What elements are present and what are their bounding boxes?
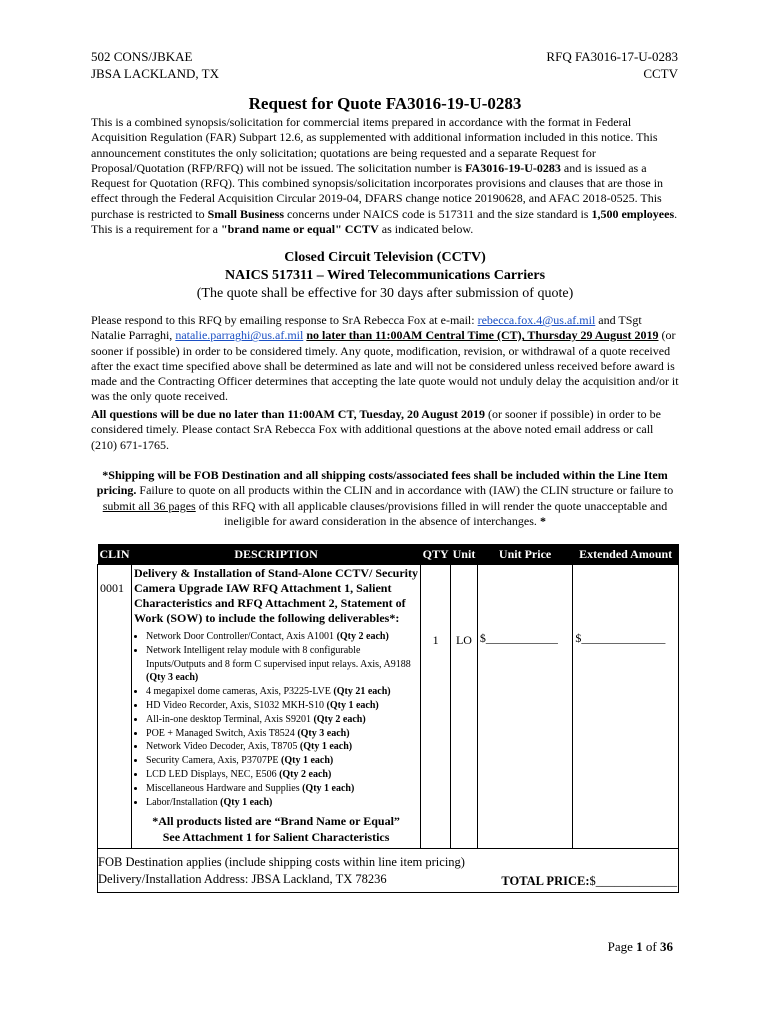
- brand-name-note-line2: See Attachment 1 for Salient Characteristics: [162, 829, 390, 844]
- shipping-text-1: Failure to quote on all products within the CLIN and in accordance with (IAW) the CLIN structure or failure to: [136, 483, 674, 498]
- respond-text-1: Please respond to this RFQ by emailing response to SrA Rebecca Fox at e-mail:: [91, 313, 478, 327]
- qty-value: 1: [421, 565, 451, 849]
- list-item: • Network Door Controller/Contact, Axis A1001 (Qty 2 each): [146, 630, 418, 644]
- questions-deadline: All questions will be due no later than 11:00AM CT, Tuesday, 20 August 2019: [91, 407, 485, 421]
- shipping-bold: *Shipping will be FOB Destination and all shipping costs/associated fees shall be included within the Line Item pricing.: [96, 468, 668, 498]
- unit-value: LO: [451, 565, 478, 849]
- list-item: • POE + Managed Switch, Axis T8524 (Qty 3 each): [146, 727, 418, 741]
- list-item: • HD Video Recorder, Axis, S1032 MKH-S10 (Qty 1 each): [146, 699, 418, 713]
- page-total: 36: [660, 939, 673, 954]
- total-price: [501, 873, 677, 890]
- cctv-heading: Closed Circuit Television (CCTV): [284, 250, 486, 265]
- list-item: • 4 megapixel dome cameras, Axis, P3225-LVE (Qty 21 each): [146, 685, 418, 699]
- list-item: • All-in-one desktop Terminal, Axis S9201 (Qty 2 each): [146, 713, 418, 727]
- col-header-qty: QTY: [421, 544, 451, 565]
- response-deadline: no later than 11:00AM Central Time (CT), Thursday 29 August 2019: [306, 328, 659, 343]
- size-standard: 1,500 employees: [591, 206, 675, 221]
- extended-amount-blank[interactable]: $______________: [573, 565, 679, 849]
- naics-heading: NAICS 517311 – Wired Telecommunications Carriers: [224, 268, 546, 283]
- col-header-unit: Unit: [451, 544, 478, 565]
- shipping-star: *: [539, 513, 546, 528]
- list-item: • Network Intelligent relay module with 8 configurable Inputs/Outputs and 8 form C supervised input relays. Axis, A9188 (Qty 3 each): [146, 644, 418, 685]
- intro-text-2: and is issued as a Request for Quotation (RFQ). This combined synopsis/solicitation incorporates provisions and clauses that are those in effect through the Federal Acquisition Circular 2019-04, DFARS change notice 20190628, and AFAC 2018-0525. This purchase is restricted to: [91, 160, 664, 221]
- col-header-unit-price: Unit Price: [477, 544, 573, 565]
- page-of: of: [642, 939, 660, 954]
- page-current: 1: [636, 939, 643, 954]
- table-footer-row: [98, 849, 679, 893]
- header-right: [546, 48, 678, 82]
- page-prefix: Page: [607, 939, 637, 954]
- shipping-paragraph: [91, 468, 679, 529]
- clin-description: Delivery & Installation of Stand-Alone CCTV/ Security Camera Upgrade IAW RFQ Attachment 1, Salient Characteristics and RFQ Attachment 2, Statement of Work (SOW) to include the following deliverables*:: [134, 566, 419, 625]
- submit-pages-note: submit all 36 pages: [102, 498, 196, 513]
- total-price-label: TOTAL PRICE:: [501, 874, 590, 889]
- brand-name-note-line1: *All products listed are “Brand Name or Equal”: [152, 814, 400, 829]
- footer-cell: [98, 849, 679, 893]
- col-header-clin: CLIN: [98, 544, 132, 565]
- fob-note: FOB Destination applies (include shipping costs within line item pricing): [98, 855, 465, 870]
- brand-name-note: [134, 814, 418, 845]
- list-item: • Security Camera, Axis, P3707PE (Qty 1 each): [146, 754, 418, 768]
- requirement-heading: [91, 249, 679, 303]
- deliverables-list: [134, 630, 418, 809]
- rfq-subject: CCTV: [643, 66, 678, 81]
- installation-address: Delivery/Installation Address: JBSA Lackland, TX 78236: [98, 872, 387, 887]
- page-title: Request for Quote FA3016-19-U-0283: [248, 94, 522, 113]
- col-header-extended-amount: Extended Amount: [573, 544, 679, 565]
- intro-text-4: . This is a requirement for a: [91, 206, 678, 237]
- page-number: [608, 939, 673, 955]
- office-code: 502 CONS/JBKAE: [91, 49, 193, 64]
- rfq-number: RFQ FA3016-17-U-0283: [546, 49, 678, 64]
- description-cell: [132, 565, 421, 849]
- intro-text-1: This is a combined synopsis/solicitation for commercial items prepared in accordance with the format in Federal Acquisition Regulation (FAR) Subpart 12.6, as supplemented with additional information included in this notice. This announcement constitutes the only solicitation; quotations are being requested and a separate Request for Proposal/Quotation (RFP/RFQ) will not be issued. The solicitation number is: [91, 115, 658, 175]
- email-link-natalie-parraghi[interactable]: natalie.parraghi@us.af.mil: [175, 328, 304, 343]
- list-item: • Network Video Decoder, Axis, T8705 (Qty 1 each): [146, 740, 418, 754]
- respond-text-2: and TSgt Natalie Parraghi,: [91, 313, 642, 343]
- quote-effective-note: (The quote shall be effective for 30 days after submission of quote): [196, 286, 574, 301]
- unit-price-blank[interactable]: $____________: [477, 565, 573, 849]
- questions-text: (or sooner if possible) in order to be considered timely. Please contact SrA Rebecca Fox with additional questions at the above noted email address or call (210) 671-1765.: [91, 407, 661, 452]
- respond-text-4: (or sooner if possible) in order to be considered timely. Any quote, modification, revision, or withdrawal of a quote received after the exact time specified above shall be determined as late and will not be considered unless received before award is made and the Contracting Officer determines that accepting the late quote would not unduly delay the acquisition and/or it was the only quote received.: [91, 328, 679, 404]
- clin-number: 0001: [98, 565, 132, 849]
- office-location: JBSA LACKLAND, TX: [91, 66, 219, 81]
- intro-text-3: concerns under NAICS code is 517311 and the size standard is: [283, 206, 592, 221]
- table-row: [98, 565, 679, 849]
- small-business: Small Business: [207, 206, 284, 221]
- list-item: • Miscellaneous Hardware and Supplies (Qty 1 each): [146, 782, 418, 796]
- list-item: • Labor/Installation (Qty 1 each): [146, 796, 418, 810]
- intro-text-5: as indicated below.: [378, 222, 474, 237]
- clin-table: [97, 544, 679, 893]
- col-header-description: DESCRIPTION: [132, 544, 421, 565]
- clin-table-header: [98, 544, 679, 565]
- header-left: [91, 48, 219, 82]
- email-link-rebecca-fox[interactable]: rebecca.fox.4@us.af.mil: [477, 313, 596, 327]
- response-instructions: [91, 313, 679, 405]
- questions-paragraph: [91, 407, 679, 453]
- intro-paragraph: [91, 115, 679, 237]
- shipping-text-2: of this RFQ with all applicable clauses/provisions filled in will render the quote unacceptable and ineligible for award consideration in the absence of interchanges.: [195, 498, 668, 528]
- total-price-blank[interactable]: $_____________: [589, 874, 677, 889]
- brand-name-requirement: "brand name or equal" CCTV: [220, 222, 379, 237]
- solicitation-number: FA3016-19-U-0283: [465, 160, 561, 175]
- list-item: • LCD LED Displays, NEC, E506 (Qty 2 each): [146, 768, 418, 782]
